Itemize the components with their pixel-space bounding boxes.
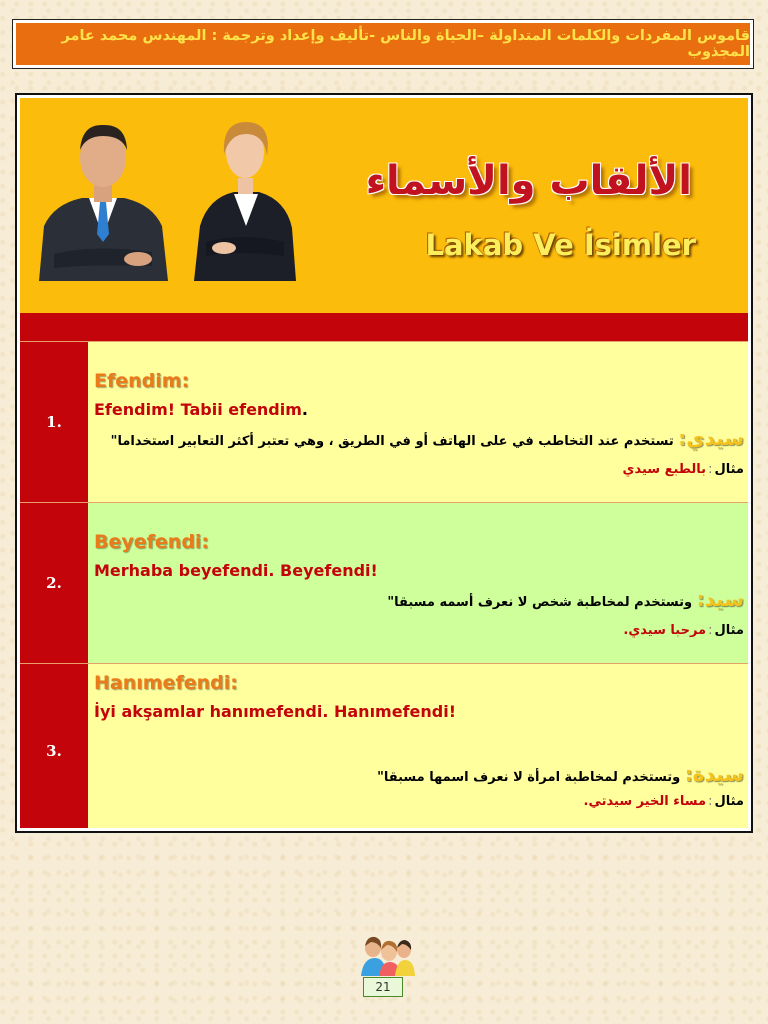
arabic-word: سيدي: <box>678 426 744 450</box>
entry-arabic-explanation: سيد: وتستخدم لمخاطبة شخص لا نعرف أسمه مسبقا" <box>387 587 744 611</box>
entry-content <box>88 664 748 828</box>
lesson-banner <box>20 98 748 313</box>
entry-sentence: İyi akşamlar hanımefendi. Hanımefendi! <box>94 702 457 721</box>
arabic-word: سيدة: <box>684 762 744 786</box>
entry-example: مثال:بالطبع سيدي <box>622 462 744 477</box>
entry-sentence: Efendim! Tabii efendim. <box>94 400 308 419</box>
entry-arabic-explanation: سيدة: وتستخدم لمخاطبة امرأة لا نعرف اسمها مسبقا" <box>377 762 744 786</box>
book-title-bar: قاموس المفردات والكلمات المتداولة –الحياة والناس -تأليف وإعداد وترجمة : المهندس محمد عامر المجذوب <box>16 23 750 65</box>
entry-arabic-explanation: سيدي: تستخدم عند التخاطب في على الهاتف أو في الطريق ، وهي تعتبر أكثر التعابير استخداما" <box>110 426 744 450</box>
arabic-word: سيد: <box>696 587 744 611</box>
entry-example: مثال:مرحبا سيدي. <box>623 623 744 638</box>
entry-sentence: Merhaba beyefendi. Beyefendi! <box>94 561 378 580</box>
header-frame <box>12 19 754 69</box>
entry-number: 2. <box>20 503 88 663</box>
header-divider-strip <box>20 313 748 341</box>
turkish-title: Lakab Ve İsimler <box>425 228 696 262</box>
page-number: 21 <box>363 977 403 997</box>
entry-number: 1. <box>20 342 88 502</box>
businesswoman-figure <box>194 122 296 281</box>
businessman-figure <box>39 125 168 281</box>
entry-content <box>88 342 748 502</box>
entry-row <box>20 502 748 663</box>
entry-content <box>88 503 748 663</box>
family-photo-icon <box>359 934 417 976</box>
entry-row <box>20 341 748 502</box>
arabic-title: الألقاب والأسماء <box>365 158 692 204</box>
lesson-card <box>15 93 753 833</box>
entry-term: Beyefendi: <box>94 531 210 553</box>
entry-number: 3. <box>20 664 88 828</box>
entry-example: مثال:مساء الخير سيدتي. <box>583 794 744 809</box>
entry-row <box>20 663 748 828</box>
business-people-illustration <box>34 116 304 281</box>
entry-term: Efendim: <box>94 370 190 392</box>
entry-term: Hanımefendi: <box>94 672 238 694</box>
